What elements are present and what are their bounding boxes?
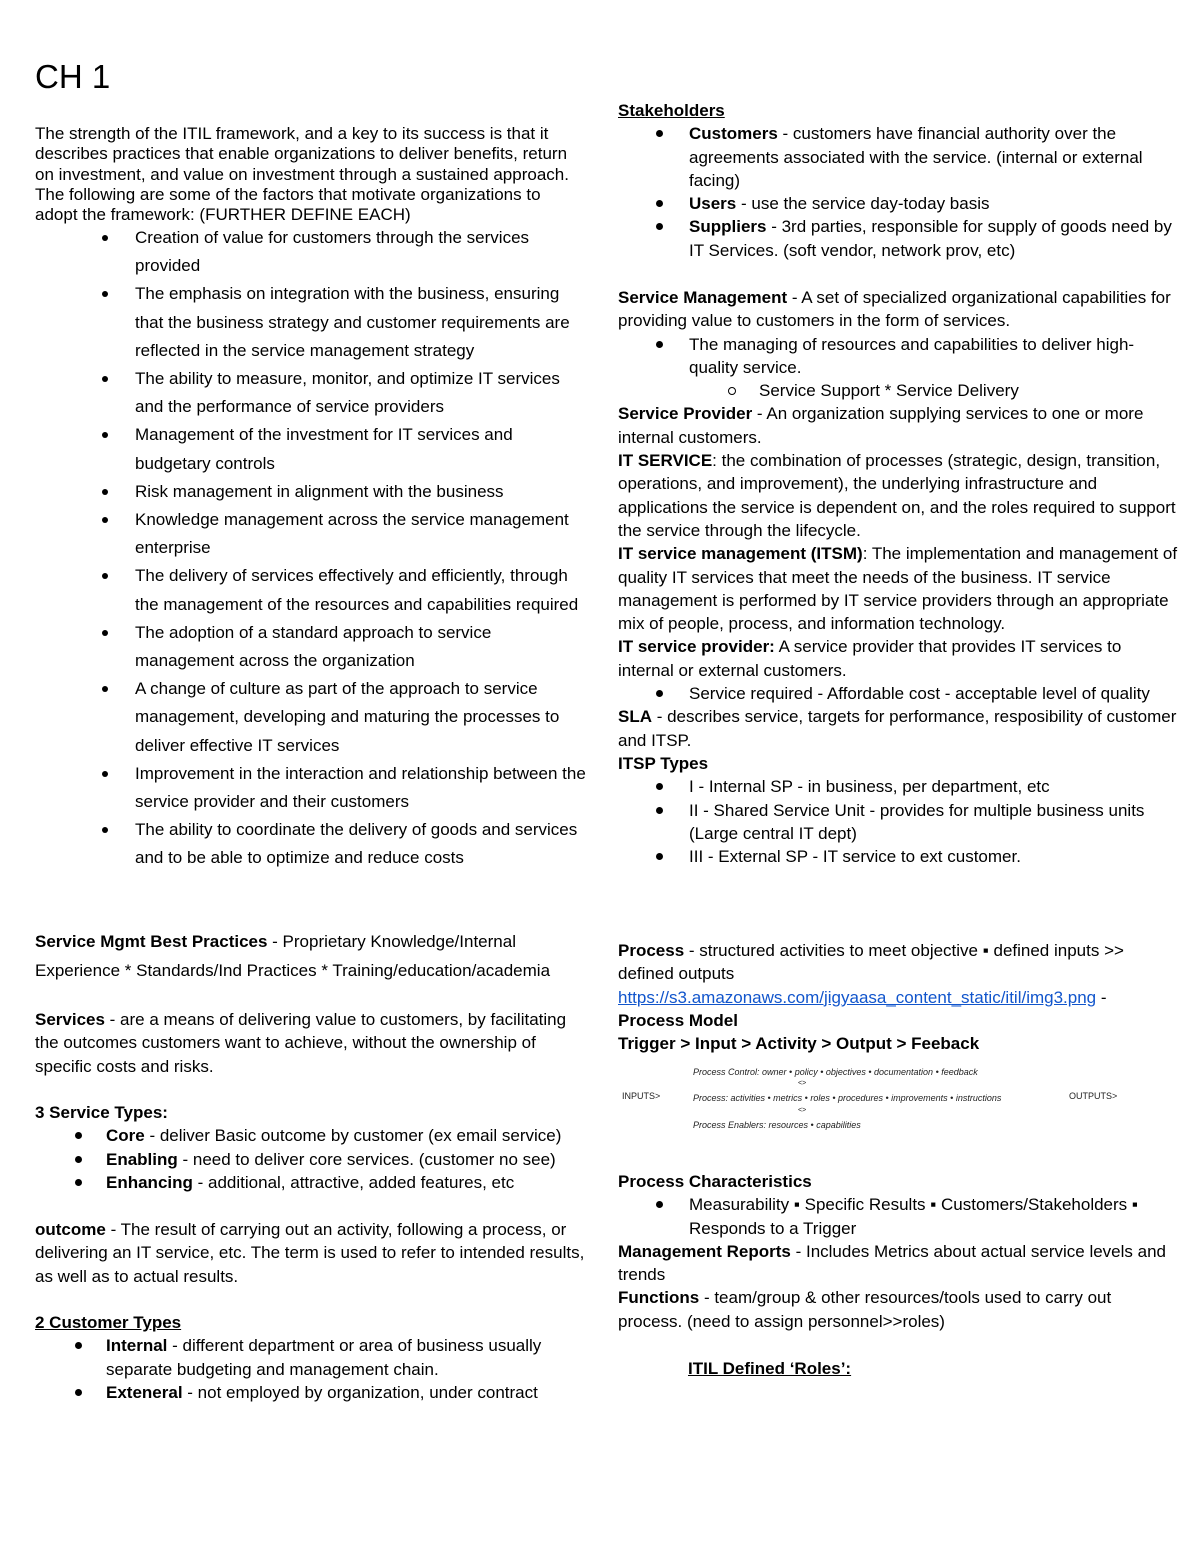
definition: : the combination of processes (strategic, design, transition, operations, and improvement), the underlying infrastructure and applications the service is dependent on, and the roles required to support the service through the lifecycle. (618, 451, 1176, 540)
process-paragraph (618, 939, 1178, 986)
definition: - structured activities to meet objective ▪ defined inputs >> defined outputs (618, 941, 1124, 984)
list-item: The ability to measure, monitor, and optimize IT services and the performance of service providers (35, 365, 590, 421)
itsp-types-list (618, 775, 1178, 868)
list-item: Measurability ▪ Specific Results ▪ Customers/Stakeholders ▪ Responds to a Trigger (618, 1193, 1178, 1240)
term: Core (106, 1126, 145, 1146)
list-item: Management of the investment for IT services and budgetary controls (35, 421, 590, 477)
stakeholders-list (618, 122, 1178, 262)
list-item: Knowledge management across the service management enterprise (35, 506, 590, 562)
definition: - 3rd parties, responsible for supply of goods need by IT Services. (soft vendor, network prov, etc) (689, 217, 1172, 260)
list-item: Improvement in the interaction and relationship between the service provider and their customers (35, 760, 590, 816)
list-item (35, 1148, 590, 1171)
section-heading: ITSP Types (618, 753, 709, 773)
process-image-link[interactable]: https://s3.amazonaws.com/jigyaasa_content_static/itil/img3.png (618, 987, 1097, 1007)
list-item: A change of culture as part of the approach to service management, developing and maturing the processes to deliver effective IT services (35, 675, 590, 760)
section-heading: Process Model (618, 1010, 738, 1030)
definition: - An organization supplying services to one or more internal customers. (618, 404, 1144, 447)
term: Process (618, 941, 685, 960)
definition: A service provider that provides IT services to internal or external customers. (618, 637, 1122, 680)
service-management-list (618, 333, 1178, 380)
definition: - use the service day-today basis (736, 194, 990, 214)
list-item: I - Internal SP - in business, per department, etc (618, 775, 1178, 798)
diagram-process-label: Process: activities • metrics • roles • procedures • improvements • instructions (693, 1093, 1002, 1103)
it-service-provider-list (618, 682, 1178, 705)
stakeholders-section (618, 99, 1178, 262)
list-item: The delivery of services effectively and efficiently, through the management of the resources and capabilities required (35, 562, 590, 618)
term: Enabling (106, 1149, 178, 1169)
definition: - additional, attractive, added features, etc (192, 1172, 515, 1192)
list-item: Risk management in alignment with the business (35, 478, 590, 506)
list-item (35, 1124, 590, 1147)
definitions-block (618, 286, 1178, 868)
diagram-enablers-label: Process Enablers: resources • capabilities (693, 1120, 861, 1130)
itsm-paragraph (618, 542, 1178, 635)
list-item (618, 215, 1178, 262)
diagram-arrow: <> (798, 1080, 807, 1087)
service-management-paragraph (618, 286, 1178, 333)
term: IT service management (ITSM) (618, 544, 863, 564)
section-heading: Stakeholders (618, 101, 725, 120)
list-item: II - Shared Service Unit - provides for multiple business units (Large central IT dept) (618, 799, 1178, 846)
term: Users (689, 194, 737, 214)
service-types-section (35, 1101, 590, 1194)
list-item: The managing of resources and capabilities to deliver high-quality service. (618, 333, 1178, 380)
definition: - describes service, targets for performance, resposibility of customer and ITSP. (618, 707, 1177, 750)
definition: - not employed by organization, under contract (182, 1382, 538, 1402)
diagram-inputs-label: INPUTS> (622, 1091, 661, 1101)
itil-roles-heading (688, 1357, 851, 1380)
list-item (618, 192, 1178, 215)
factor-list (35, 224, 590, 873)
term: Services (35, 1010, 105, 1029)
definition: - deliver Basic outcome by customer (ex email service) (144, 1126, 562, 1146)
list-item: Service Support * Service Delivery (618, 379, 1178, 402)
term: Management Reports (618, 1241, 791, 1261)
service-provider-paragraph (618, 402, 1178, 449)
customer-types-list (35, 1334, 590, 1404)
definition: - are a means of delivering value to customers, by facilitating the outcomes customers want to achieve, without the ownership of specific costs and risks. (35, 1010, 567, 1076)
diagram-control-label: Process Control: owner • policy • objectives • documentation • feedback (693, 1067, 978, 1077)
definition: - Includes Metrics about actual service levels and trends (618, 1241, 1166, 1285)
section-heading: ITIL Defined ‘Roles’: (688, 1359, 852, 1378)
process-section (618, 939, 1178, 1055)
process-characteristics-section (618, 1170, 1178, 1333)
definition: : The implementation and management of quality IT services that meet the needs of the business. IT service management is performed by IT service providers through an appropriate mix of people, process, and information technology. (618, 544, 1178, 634)
list-item: The emphasis on integration with the business, ensuring that the business strategy and customer requirements are reflected in the service management strategy (35, 280, 590, 365)
definition: - customers have financial authority over the agreements associated with the service. (internal or external facing) (689, 124, 1143, 190)
definition: - A set of specialized organizational capabilities for providing value to customers in the form of services. (618, 288, 1171, 331)
definition: - team/group & other resources/tools used to carry out process. (need to assign personnel>>roles) (618, 1288, 1112, 1331)
diagram-outputs-label: OUTPUTS> (1069, 1091, 1118, 1101)
term: Internal (106, 1336, 168, 1356)
service-management-sublist (618, 379, 1178, 402)
list-item (35, 1171, 590, 1194)
section-heading: 2 Customer Types (35, 1313, 182, 1332)
management-reports-paragraph (618, 1240, 1178, 1287)
list-item: The ability to coordinate the delivery of goods and services and to be able to optimize and reduce costs (35, 816, 590, 872)
best-practices-paragraph (35, 928, 590, 985)
term: Suppliers (689, 217, 767, 237)
process-characteristics-list (618, 1193, 1178, 1240)
definition: - need to deliver core services. (customer no see) (177, 1149, 556, 1169)
term: SLA (618, 707, 652, 727)
list-item: Creation of value for customers through the services provided (35, 224, 590, 280)
list-item (618, 122, 1178, 192)
process-model-diagram (618, 1062, 1178, 1142)
it-service-paragraph (618, 449, 1178, 542)
term: Service Mgmt Best Practices (35, 932, 268, 951)
services-paragraph (35, 1008, 590, 1078)
list-item: III - External SP - IT service to ext customer. (618, 845, 1178, 868)
it-service-provider-paragraph (618, 635, 1178, 682)
term: IT service provider: (618, 637, 775, 657)
definition: - Proprietary Knowledge/Internal Experience * Standards/Ind Practices * Training/education/academia (35, 932, 551, 980)
outcome-paragraph (35, 1218, 590, 1288)
link-suffix: - (1096, 987, 1107, 1007)
intro-paragraph: The strength of the ITIL framework, and a key to its success is that it describes practices that enable organizations to deliver benefits, return on investment, and value on investment through a sustained approach. The following are some of the factors that motivate organizations to adopt the framework: (FURTHER DEFINE EACH) (35, 124, 569, 225)
term: Enhancing (106, 1172, 193, 1192)
customer-types-section (35, 1311, 590, 1404)
sla-paragraph (618, 705, 1178, 752)
list-item: Service required - Affordable cost - acceptable level of quality (618, 682, 1178, 705)
list-item (35, 1334, 590, 1381)
page-title: CH 1 (35, 58, 111, 95)
functions-paragraph (618, 1286, 1178, 1333)
list-item: The adoption of a standard approach to service management across the organization (35, 619, 590, 675)
term: Functions (618, 1288, 700, 1308)
term: outcome (35, 1220, 106, 1239)
service-types-list (35, 1124, 590, 1194)
process-flow: Trigger > Input > Activity > Output > Feeback (618, 1034, 980, 1054)
definition: - The result of carrying out an activity, following a process, or delivering an IT service, etc. The term is used to refer to intended results, as well as to actual results. (35, 1220, 585, 1286)
term: Customers (689, 124, 778, 144)
term: Service Management (618, 288, 788, 307)
term: Exteneral (106, 1382, 183, 1402)
section-heading: 3 Service Types: (35, 1103, 168, 1122)
term: IT SERVICE (618, 451, 713, 471)
list-item (35, 1381, 590, 1404)
term: Service Provider (618, 404, 753, 424)
diagram-arrow: <> (798, 1107, 807, 1114)
definition: - different department or area of business usually separate budgeting and management chain. (106, 1336, 542, 1379)
section-heading: Process Characteristics (618, 1172, 812, 1191)
